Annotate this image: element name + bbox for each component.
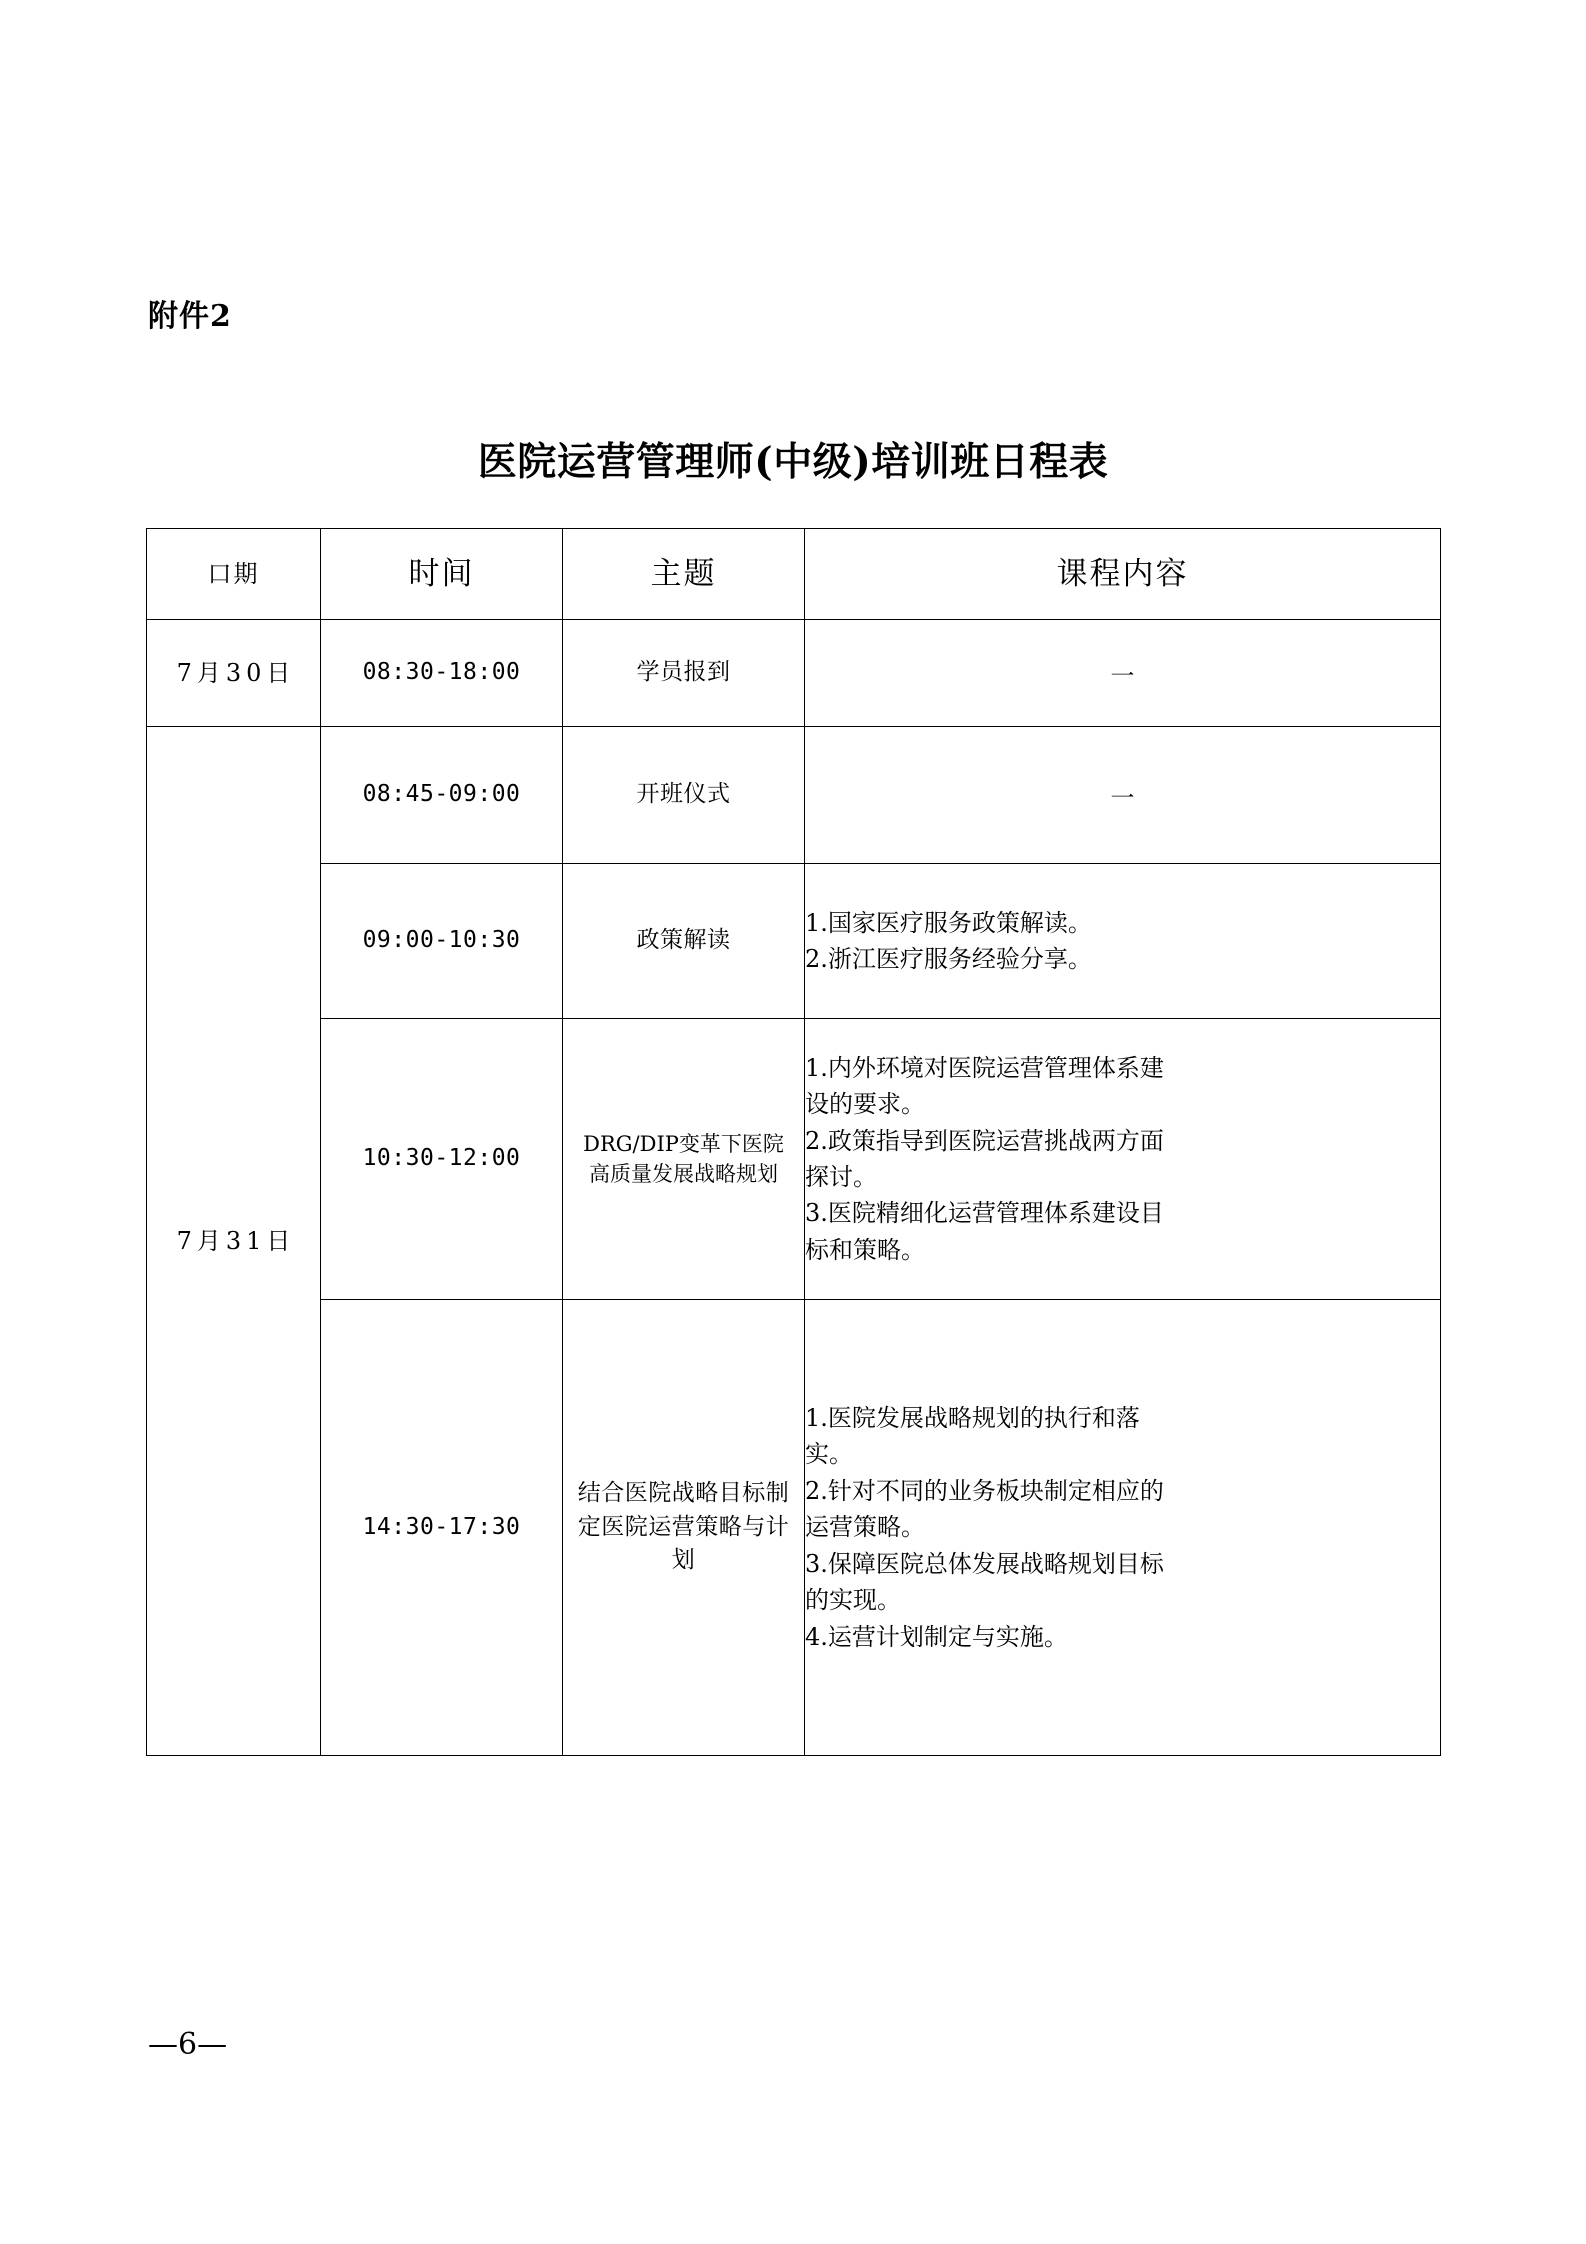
text-line: 的实现。 [805, 1586, 901, 1615]
content-placeholder-dash: 一 [1110, 661, 1135, 690]
content-placeholder-dash: 一 [1110, 783, 1135, 812]
cell-theme [563, 864, 805, 1019]
page-number-footer: —6— [148, 2027, 228, 2062]
cell-date-merged [147, 727, 321, 1756]
cell-content [805, 1019, 1441, 1300]
text-line: DRG/DIP变革下医院 [583, 1131, 784, 1156]
cell-date [147, 620, 321, 727]
theme-value: 政策解读 [636, 927, 731, 954]
content-lines [805, 1050, 1440, 1269]
cell-content [805, 864, 1441, 1019]
table-row [147, 864, 1441, 1019]
table-row [147, 1019, 1441, 1300]
column-header-theme [563, 529, 805, 620]
cell-time [321, 864, 563, 1019]
cell-theme [563, 1300, 805, 1756]
column-header-date-label: 口期 [207, 559, 260, 588]
attachment-label: 附件2 [148, 299, 232, 334]
cell-content [805, 1300, 1441, 1756]
time-value: 10:30-12:00 [362, 1145, 521, 1172]
text-line: 3.保障医院总体发展战略规划目标 [805, 1549, 1164, 1578]
cell-time [321, 620, 563, 727]
table-header-row [147, 529, 1441, 620]
schedule-table [146, 528, 1441, 1756]
content-lines [805, 1400, 1440, 1655]
date-value: 7月30日 [176, 658, 296, 687]
column-header-time-label: 时间 [408, 555, 475, 592]
page-title: 医院运营管理师(中级)培训班日程表 [477, 439, 1109, 485]
date-value: 7月31日 [176, 1226, 296, 1255]
cell-theme [563, 1019, 805, 1300]
text-line: 运营策略。 [805, 1513, 925, 1542]
theme-value: 学员报到 [636, 659, 731, 686]
content-lines [805, 905, 1440, 978]
cell-time [321, 727, 563, 864]
text-line: 设的要求。 [805, 1090, 925, 1119]
text-line: 标和策略。 [805, 1235, 925, 1264]
time-value: 08:45-09:00 [362, 781, 521, 808]
cell-content [805, 620, 1441, 727]
text-line: 2.针对不同的业务板块制定相应的 [805, 1476, 1164, 1505]
text-line: 探讨。 [805, 1163, 877, 1191]
time-value: 09:00-10:30 [362, 927, 521, 954]
column-header-date [147, 529, 321, 620]
text-line: 1.医院发展战略规划的执行和落 [805, 1403, 1140, 1432]
cell-time [321, 1019, 563, 1300]
theme-lines [563, 1477, 804, 1577]
time-value: 14:30-17:30 [362, 1513, 521, 1540]
column-header-content [805, 529, 1441, 620]
text-line: 2.浙江医疗服务经验分享。 [805, 945, 1092, 973]
cell-time [321, 1300, 563, 1756]
time-value: 08:30-18:00 [362, 659, 521, 686]
table-row [147, 727, 1441, 864]
cell-content [805, 727, 1441, 864]
text-line: 划 [671, 1547, 696, 1574]
column-header-theme-label: 主题 [650, 555, 717, 592]
text-line: 3.医院精细化运营管理体系建设目 [805, 1199, 1164, 1228]
text-line: 2.政策指导到医院运营挑战两方面 [805, 1126, 1164, 1155]
text-line: 结合医院战略目标制 [577, 1480, 790, 1507]
theme-value: 开班仪式 [636, 781, 731, 808]
schedule-table-wrapper [146, 528, 1440, 1756]
column-header-content-label: 课程内容 [1056, 555, 1189, 592]
cell-theme [563, 620, 805, 727]
theme-lines [563, 1129, 804, 1190]
text-line: 4.运营计划制定与实施。 [805, 1622, 1068, 1651]
text-line: 高质量发展战略规划 [589, 1162, 778, 1186]
text-line: 定医院运营策略与计 [577, 1513, 790, 1540]
text-line: 1.内外环境对医院运营管理体系建 [805, 1053, 1164, 1082]
table-row [147, 1300, 1441, 1756]
text-line: 实。 [805, 1440, 853, 1469]
table-row [147, 620, 1441, 727]
cell-theme [563, 727, 805, 864]
text-line: 1.国家医疗服务政策解读。 [805, 908, 1092, 937]
column-header-time [321, 529, 563, 620]
